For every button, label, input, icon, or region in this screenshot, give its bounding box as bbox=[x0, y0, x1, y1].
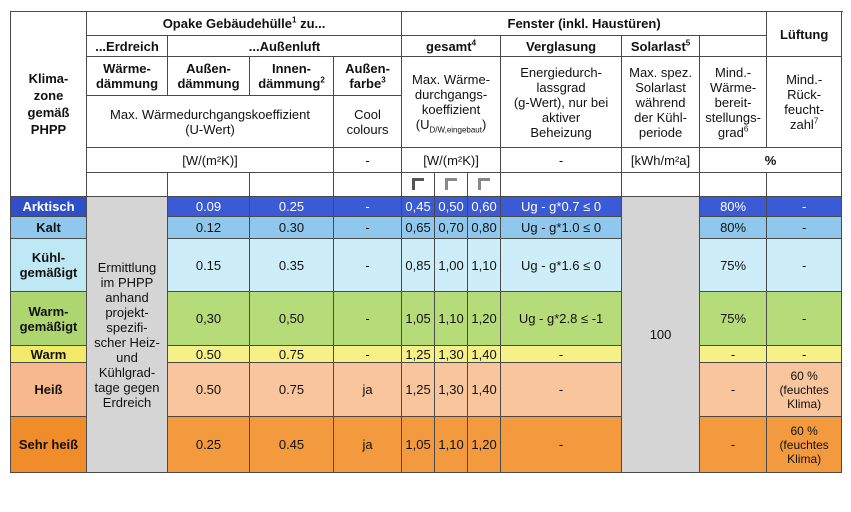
erdreich-text: Ermittlung im PHPP anhand projekt- spezifi- scher Heiz- und Kühlgrad- tage gegen Erdreich bbox=[87, 197, 168, 473]
header-opake-gebaeudehuelle: Opake Gebäudehülle$^1$ zu... bbox=[87, 12, 402, 36]
uw-value-3: 1,40 bbox=[468, 363, 501, 417]
header-solarlast-desc: Max. spez. Solarlast während der Kühl- periode bbox=[622, 57, 700, 148]
aussenfarbe-value: - bbox=[334, 292, 402, 346]
climate-zone-requirements-table bbox=[10, 11, 842, 473]
uw-value-2: 1,10 bbox=[435, 417, 468, 473]
empty-cell bbox=[87, 173, 168, 197]
rfz-value: - bbox=[767, 197, 842, 217]
rfz-value: 60 % (feuchtes Klima) bbox=[767, 417, 842, 473]
g-value: Ug - g*2.8 ≤ -1 bbox=[501, 292, 622, 346]
uw-value-2: 1,30 bbox=[435, 346, 468, 363]
uw-value-2: 1,00 bbox=[435, 239, 468, 292]
aussendaemmung-value: 0.25 bbox=[168, 417, 250, 473]
aussendaemmung-value: 0.12 bbox=[168, 217, 250, 239]
uw-value-1: 0,85 bbox=[402, 239, 435, 292]
header-aussendaemmung: Außen- dämmung bbox=[168, 57, 250, 96]
g-value: Ug - g*0.7 ≤ 0 bbox=[501, 197, 622, 217]
wbg-value: - bbox=[700, 363, 767, 417]
empty-cell bbox=[168, 173, 250, 197]
uw-value-1: 1,05 bbox=[402, 292, 435, 346]
empty-cell bbox=[334, 173, 402, 197]
aussenfarbe-value: ja bbox=[334, 363, 402, 417]
zone-label: Sehr heiß bbox=[11, 417, 87, 473]
g-value: - bbox=[501, 363, 622, 417]
aussenfarbe-value: - bbox=[334, 346, 402, 363]
header-solarlast: Solarlast$^5$ bbox=[622, 36, 700, 57]
innendaemmung-value: 0.25 bbox=[250, 197, 334, 217]
rfz-value: 60 % (feuchtes Klima) bbox=[767, 363, 842, 417]
uw-value-2: 1,10 bbox=[435, 292, 468, 346]
header-mind-rfz: Mind.- Rück- feucht- zahl$^7$ bbox=[767, 57, 842, 148]
aussendaemmung-value: 0,30 bbox=[168, 292, 250, 346]
unit-uw: [W/(m²K)] bbox=[402, 148, 501, 173]
climate-zone-table-container bbox=[10, 11, 842, 473]
g-value: Ug - g*1.6 ≤ 0 bbox=[501, 239, 622, 292]
innendaemmung-value: 0.45 bbox=[250, 417, 334, 473]
aussenfarbe-value: ja bbox=[334, 417, 402, 473]
innendaemmung-value: 0.75 bbox=[250, 346, 334, 363]
window-corner-icon-cell-1 bbox=[402, 173, 435, 197]
innendaemmung-value: 0.30 bbox=[250, 217, 334, 239]
window-corner-icon bbox=[476, 175, 492, 191]
uw-value-3: 1,40 bbox=[468, 346, 501, 363]
unit-percent: % bbox=[700, 148, 842, 173]
window-corner-icon-cell-3 bbox=[468, 173, 501, 197]
wbg-value: - bbox=[700, 346, 767, 363]
header-cool-colours: Cool colours bbox=[334, 96, 402, 148]
aussendaemmung-value: 0.50 bbox=[168, 363, 250, 417]
window-corner-icon-cell-2 bbox=[435, 173, 468, 197]
uw-value-1: 0,45 bbox=[402, 197, 435, 217]
rfz-value: - bbox=[767, 292, 842, 346]
header-gesamt: gesamt$^4$ bbox=[402, 36, 501, 57]
g-value: Ug - g*1.0 ≤ 0 bbox=[501, 217, 622, 239]
uw-value-2: 1,30 bbox=[435, 363, 468, 417]
header-mind-wbg: Mind.- Wärme- bereit- stellungs- grad$^6$ bbox=[700, 57, 767, 148]
header-fenster: Fenster (inkl. Haustüren) bbox=[402, 12, 767, 36]
rfz-value: - bbox=[767, 217, 842, 239]
wbg-value: - bbox=[700, 417, 767, 473]
aussenfarbe-value: - bbox=[334, 197, 402, 217]
zone-label: Kühl- gemäßigt bbox=[11, 239, 87, 292]
header-lueftung: Lüftung bbox=[767, 12, 842, 57]
zone-label: Kalt bbox=[11, 217, 87, 239]
aussenfarbe-value: - bbox=[334, 217, 402, 239]
aussendaemmung-value: 0.09 bbox=[168, 197, 250, 217]
unit-u: [W/(m²K)] bbox=[87, 148, 334, 173]
rfz-value: - bbox=[767, 346, 842, 363]
uw-value-1: 1,05 bbox=[402, 417, 435, 473]
aussendaemmung-value: 0.50 bbox=[168, 346, 250, 363]
header-max-u: Max. Wärmedurchgangskoeffizient (U-Wert) bbox=[87, 96, 334, 148]
uw-value-2: 0,50 bbox=[435, 197, 468, 217]
unit-solar: [kWh/m²a] bbox=[622, 148, 700, 173]
zone-label: Heiß bbox=[11, 363, 87, 417]
empty-cell bbox=[622, 173, 700, 197]
zone-label: Warm bbox=[11, 346, 87, 363]
header-verglasung: Verglasung bbox=[501, 36, 622, 57]
header-klimazone: Klima- zone gemäß PHPP bbox=[11, 12, 87, 197]
uw-value-1: 0,65 bbox=[402, 217, 435, 239]
uw-value-1: 1,25 bbox=[402, 363, 435, 417]
header-waermedaemmung: Wärme- dämmung bbox=[87, 57, 168, 96]
uw-value-3: 1,10 bbox=[468, 239, 501, 292]
aussendaemmung-value: 0.15 bbox=[168, 239, 250, 292]
header-erdreich: ...Erdreich bbox=[87, 36, 168, 57]
header-aussenfarbe: Außen- farbe$^3$ bbox=[334, 57, 402, 96]
header-innendaemmung: Innen- dämmung$^2$ bbox=[250, 57, 334, 96]
zone-label: Arktisch bbox=[11, 197, 87, 217]
wbg-value: 80% bbox=[700, 197, 767, 217]
empty-cell bbox=[767, 173, 842, 197]
wbg-value: 75% bbox=[700, 292, 767, 346]
uw-value-1: 1,25 bbox=[402, 346, 435, 363]
unit-farbe: - bbox=[334, 148, 402, 173]
window-corner-icon bbox=[443, 175, 459, 191]
wbg-value: 80% bbox=[700, 217, 767, 239]
empty-cell bbox=[250, 173, 334, 197]
uw-value-3: 0,80 bbox=[468, 217, 501, 239]
empty-cell bbox=[700, 173, 767, 197]
uw-value-3: 1,20 bbox=[468, 417, 501, 473]
uw-value-2: 0,70 bbox=[435, 217, 468, 239]
header-max-uw: Max. Wärme- durchgangs- koeffizient $(U_{D/W,eingebaut})$ bbox=[402, 57, 501, 148]
unit-g: - bbox=[501, 148, 622, 173]
window-corner-icon bbox=[410, 175, 426, 191]
rfz-value: - bbox=[767, 239, 842, 292]
zone-label: Warm- gemäßigt bbox=[11, 292, 87, 346]
g-value: - bbox=[501, 417, 622, 473]
table-row bbox=[11, 197, 842, 217]
innendaemmung-value: 0,50 bbox=[250, 292, 334, 346]
innendaemmung-value: 0.75 bbox=[250, 363, 334, 417]
wbg-value: 75% bbox=[700, 239, 767, 292]
empty-cell bbox=[501, 173, 622, 197]
header-aussenluft: ...Außenluft bbox=[168, 36, 402, 57]
header-g-wert: Energiedurch- lassgrad (g-Wert), nur bei aktiver Beheizung bbox=[501, 57, 622, 148]
uw-value-3: 1,20 bbox=[468, 292, 501, 346]
aussenfarbe-value: - bbox=[334, 239, 402, 292]
uw-value-3: 0,60 bbox=[468, 197, 501, 217]
innendaemmung-value: 0.35 bbox=[250, 239, 334, 292]
solarlast-value: 100 bbox=[622, 197, 700, 473]
g-value: - bbox=[501, 346, 622, 363]
